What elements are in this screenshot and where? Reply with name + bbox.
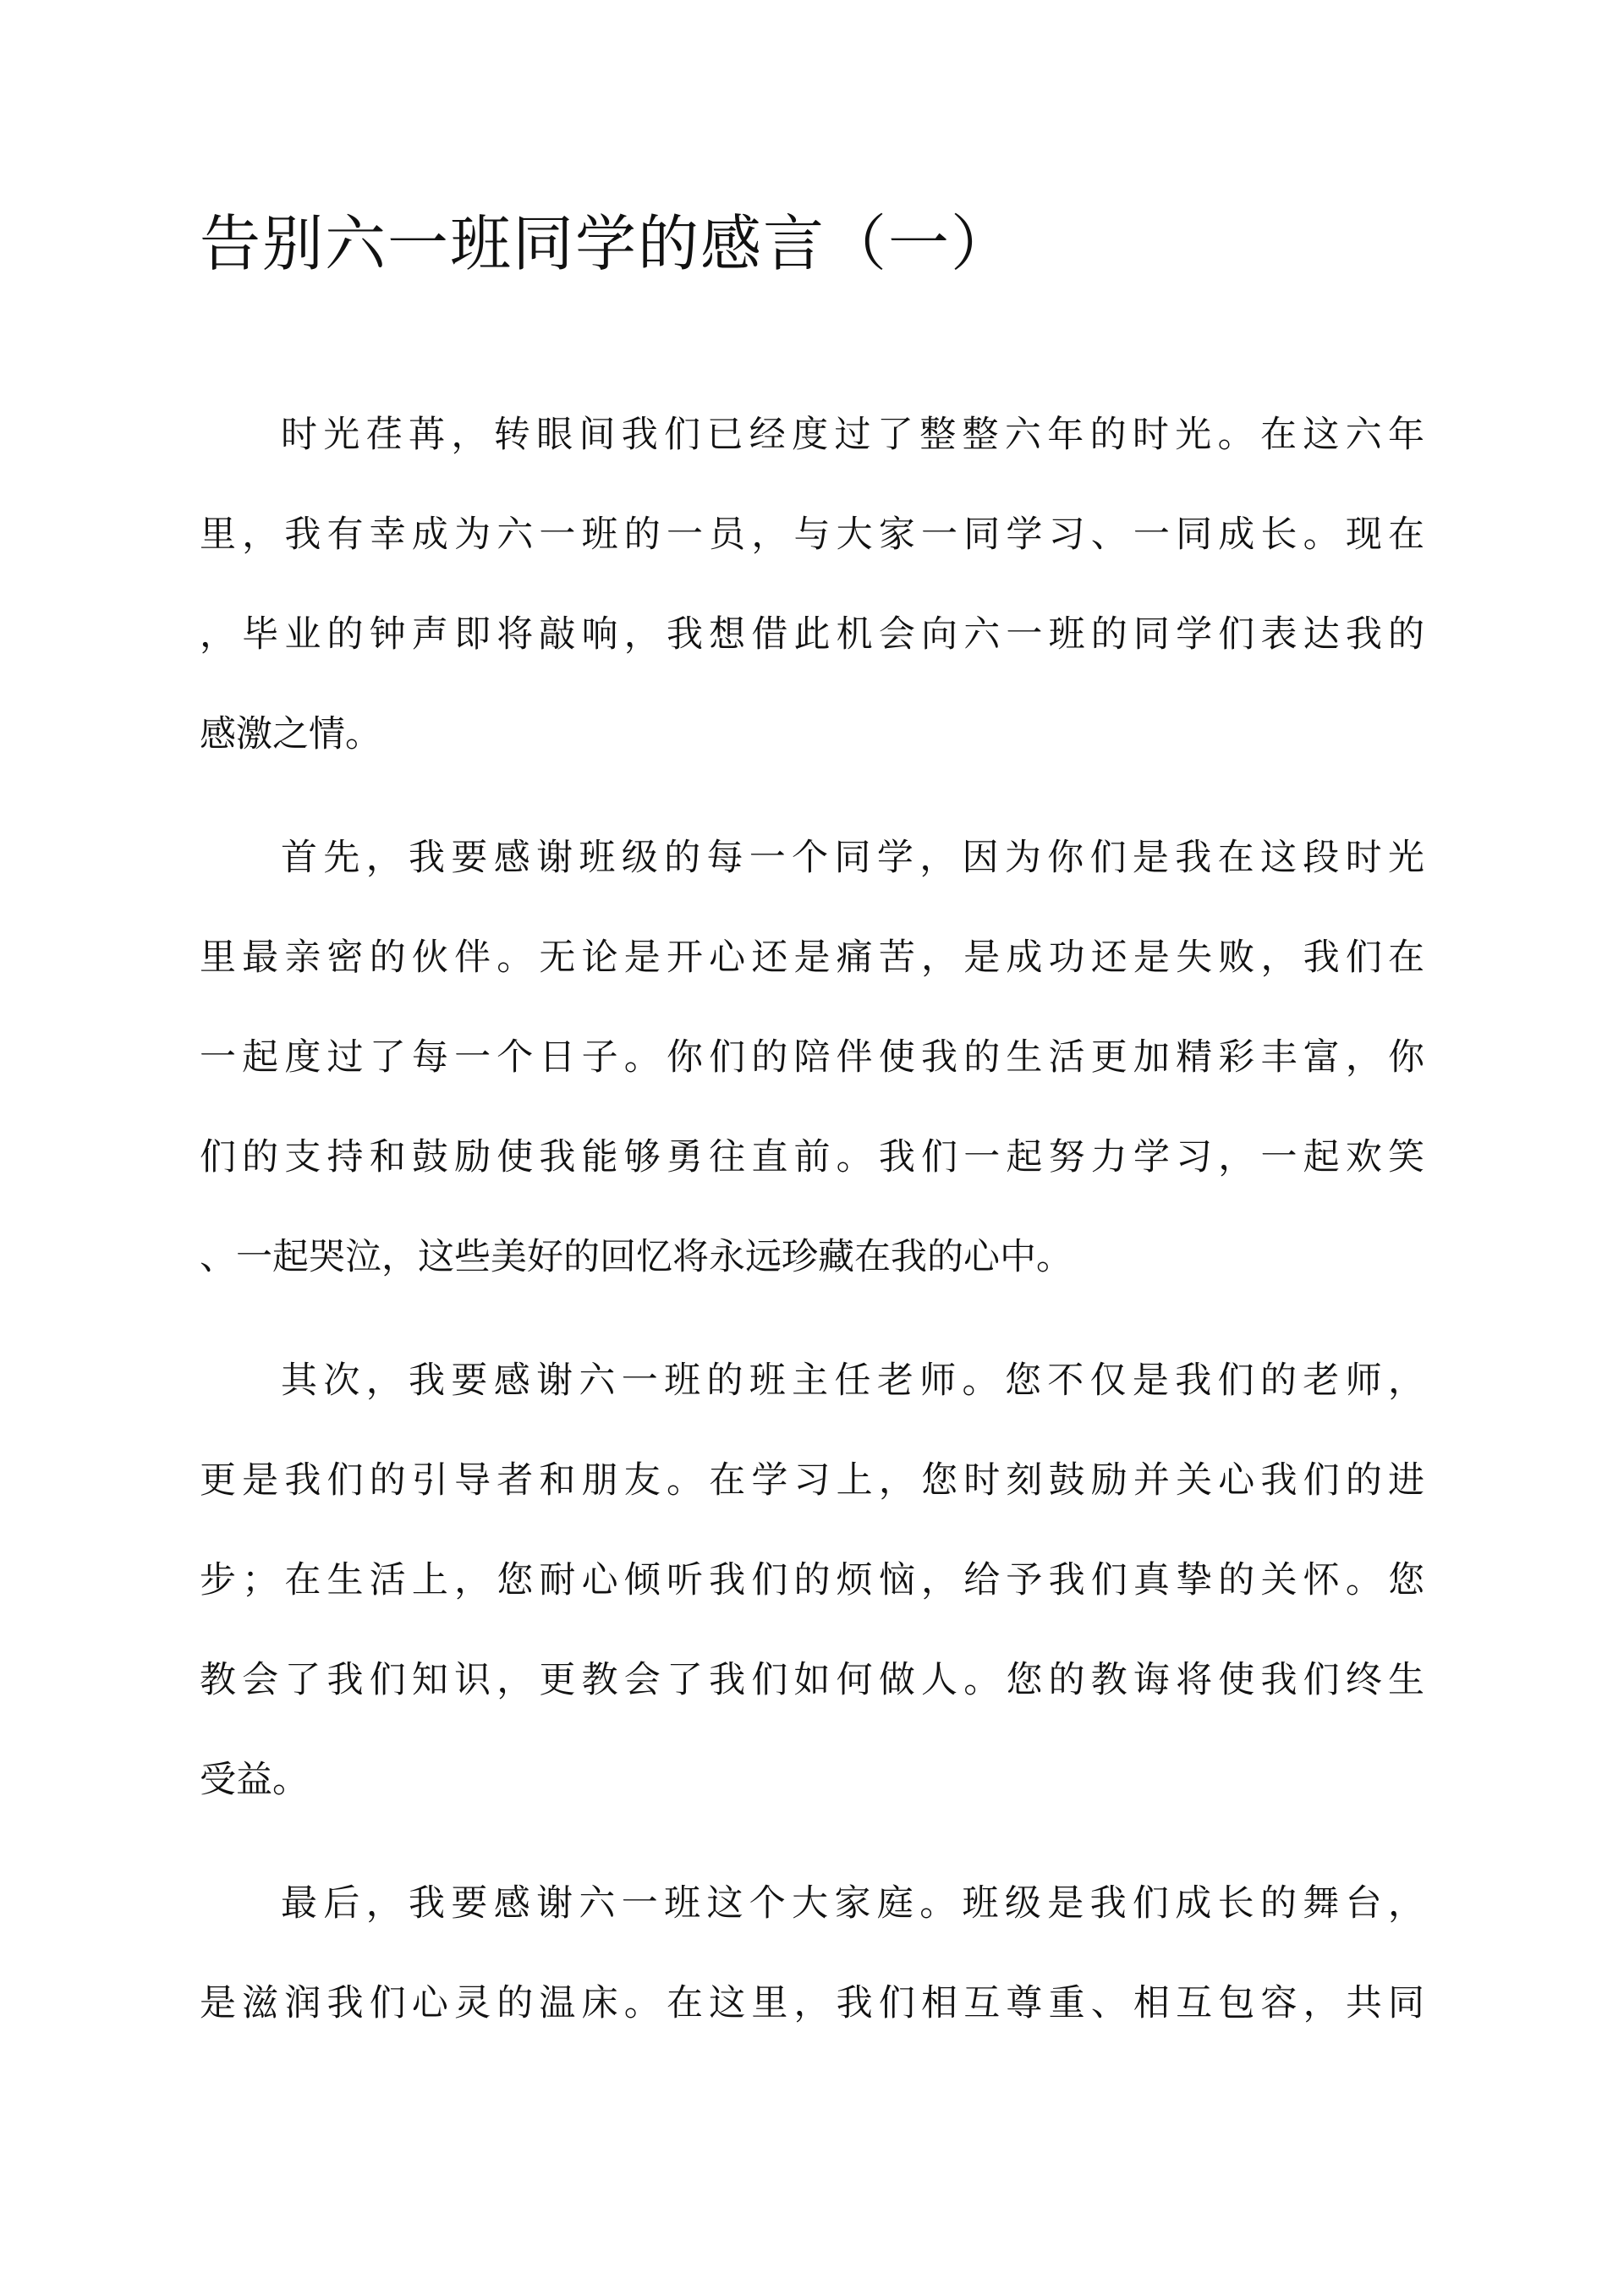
paragraph — [200, 1331, 1424, 1830]
document-title: 告别六一班同学的感言（一） — [200, 208, 1014, 279]
paragraph-line: 、一起哭泣，这些美好的回忆将永远珍藏在我的心中。 — [200, 1236, 1073, 1278]
paragraph-line: 们的支持和鼓励使我能够勇往直前。我们一起努力学习，一起欢笑 — [200, 1136, 1424, 1178]
paragraph-spacing — [200, 1307, 1424, 1331]
paragraph — [200, 1854, 1424, 2053]
paragraph-line: 里最亲密的伙伴。无论是开心还是痛苦，是成功还是失败，我们在 — [200, 937, 1424, 979]
paragraph-line: 步；在生活上，您耐心倾听我们的烦恼，给予我们真挚的关怀。您 — [200, 1559, 1424, 1601]
paragraph — [200, 808, 1424, 1307]
paragraph-line: 最后，我要感谢六一班这个大家庭。班级是我们成长的舞台， — [281, 1882, 1424, 1925]
paragraph-line: 是滋润我们心灵的温床。在这里，我们相互尊重、相互包容，共同 — [200, 1982, 1424, 2024]
paragraph-line: 教会了我们知识，更教会了我们如何做人。您的教诲将使我们终生 — [200, 1659, 1424, 1701]
paragraph-line: 里，我有幸成为六一班的一员，与大家一同学习、一同成长。现在 — [200, 514, 1424, 556]
paragraph-line: 一起度过了每一个日子。你们的陪伴使我的生活更加精彩丰富，你 — [200, 1036, 1424, 1079]
paragraph — [200, 385, 1424, 784]
paragraph-line: 感激之情。 — [200, 713, 381, 755]
paragraph-line: 受益。 — [200, 1759, 309, 1801]
paragraph-line: 时光荏苒，转眼间我们已经度过了整整六年的时光。在这六年 — [281, 414, 1424, 456]
paragraph-line: 更是我们的引导者和朋友。在学习上，您时刻鼓励并关心我们的进 — [200, 1459, 1424, 1502]
paragraph-line: 其次，我要感谢六一班的班主任老师。您不仅是我们的老师， — [281, 1359, 1424, 1402]
paragraph-spacing — [200, 1830, 1424, 1854]
document-body — [200, 385, 1424, 2053]
paragraph-spacing — [200, 784, 1424, 808]
paragraph-line: ，毕业的钟声即将敲响，我想借此机会向六一班的同学们表达我的 — [200, 613, 1424, 656]
paragraph-line: 首先，我要感谢班级的每一个同学，因为你们是我在这段时光 — [281, 837, 1424, 879]
